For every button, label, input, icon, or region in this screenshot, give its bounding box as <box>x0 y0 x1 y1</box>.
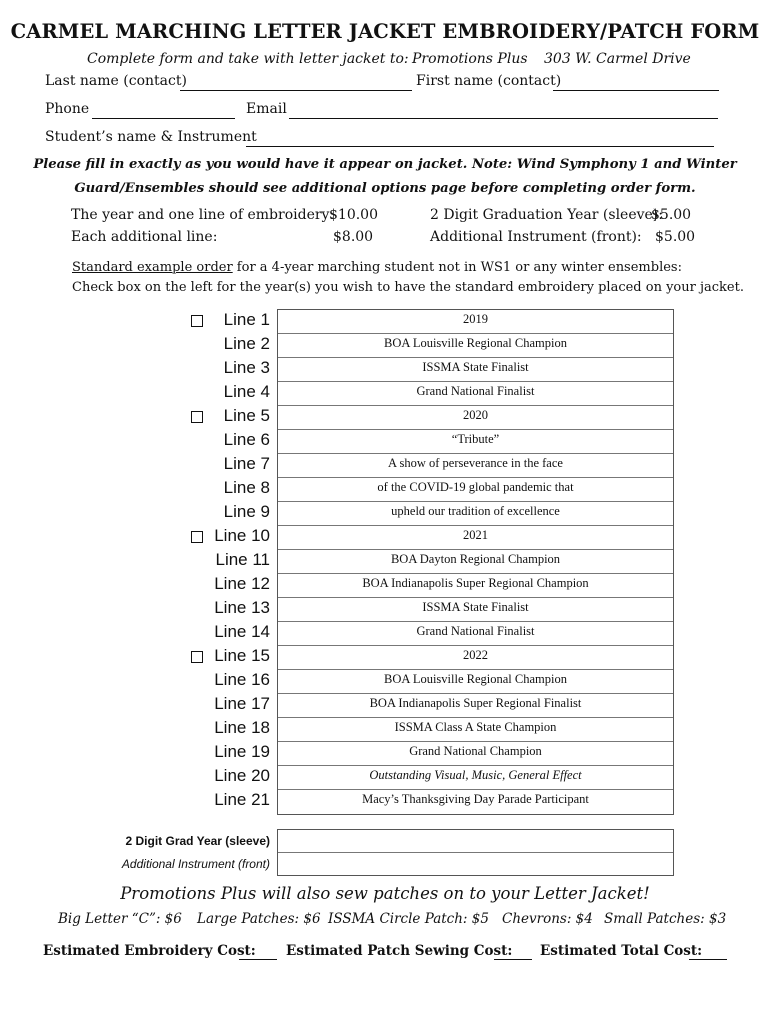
year-line-price: $10.00 <box>329 207 378 223</box>
example-rest: for a 4-year marching student not in WS1 or any winter ensembles: <box>232 260 682 275</box>
instrument-price: $5.00 <box>655 229 696 245</box>
line-label: Line 17 <box>214 694 270 713</box>
line-label: Line 10 <box>214 526 270 545</box>
small-patch-price: Small Patches: $3 <box>604 911 727 927</box>
embroidery-line-cell[interactable]: BOA Dayton Regional Champion <box>278 550 673 574</box>
embroidery-line-cell[interactable]: “Tribute” <box>278 430 673 454</box>
student-label: Student’s name & Instrument <box>45 129 257 145</box>
embroidery-line-cell[interactable]: Grand National Champion <box>278 742 673 766</box>
instructions-intro: Complete form and take with letter jacket to: <box>87 51 409 67</box>
line-label: Line 9 <box>223 502 270 521</box>
grad-year-label: 2 Digit Grad Year (sleeve) <box>125 834 270 848</box>
line-label: Line 8 <box>223 478 270 497</box>
total-cost-field[interactable] <box>689 959 727 960</box>
embroidery-line-cell[interactable]: Grand National Finalist <box>278 622 673 646</box>
embroidery-line-cell[interactable]: BOA Indianapolis Super Regional Finalist <box>278 694 673 718</box>
notice-line-1: Please fill in exactly as you would have it appear on jacket. Note: Wind Symphony 1 and Winter <box>33 157 737 172</box>
embroidery-line-cell[interactable]: A show of perseverance in the face <box>278 454 673 478</box>
line-label: Line 15 <box>214 646 270 665</box>
patch-cost-field[interactable] <box>494 959 532 960</box>
email-field[interactable] <box>289 118 718 119</box>
embroidery-cost-field[interactable] <box>239 959 277 960</box>
line-label: Line 4 <box>223 382 270 401</box>
embroidery-line-cell[interactable]: upheld our tradition of excellence <box>278 502 673 526</box>
year-checkbox[interactable] <box>191 315 203 327</box>
grad-year-price: $5.00 <box>651 207 692 223</box>
phone-label: Phone <box>45 101 90 117</box>
large-patch-price: Large Patches: $6 <box>197 911 321 927</box>
instrument-label: Additional Instrument (front) <box>121 857 270 871</box>
embroidery-cost-label: Estimated Embroidery Cost: <box>43 943 256 959</box>
line-label: Line 18 <box>214 718 270 737</box>
embroidery-line-cell[interactable]: ISSMA State Finalist <box>278 598 673 622</box>
embroidery-line-cell[interactable]: ISSMA State Finalist <box>278 358 673 382</box>
vendor-name: Promotions Plus <box>412 51 528 67</box>
year-checkbox[interactable] <box>191 531 203 543</box>
year-line-label: The year and one line of embroidery: <box>71 207 335 223</box>
line-label: Line 1 <box>223 310 270 329</box>
year-checkbox[interactable] <box>191 411 203 423</box>
line-label: Line 6 <box>223 430 270 449</box>
grad-year-input[interactable] <box>278 830 673 853</box>
last-name-field[interactable] <box>180 90 412 91</box>
first-name-label: First name (contact) <box>416 73 562 89</box>
instrument-input[interactable] <box>278 853 673 875</box>
chevron-price: Chevrons: $4 <box>502 911 593 927</box>
embroidery-line-cell[interactable]: BOA Indianapolis Super Regional Champion <box>278 574 673 598</box>
embroidery-line-cell[interactable]: Macy’s Thanksgiving Day Parade Participant <box>362 792 589 806</box>
embroidery-line-cell[interactable]: 2021 <box>278 526 673 550</box>
example-underlined: Standard example order <box>72 260 233 275</box>
embroidery-line-cell[interactable]: ISSMA Class A State Champion <box>278 718 673 742</box>
first-name-field[interactable] <box>553 90 719 91</box>
line-label: Line 11 <box>215 550 270 569</box>
line-label: Line 21 <box>214 790 270 809</box>
total-cost-label: Estimated Total Cost: <box>540 943 703 959</box>
additional-line-price: $8.00 <box>333 229 374 245</box>
big-letter-price: Big Letter “C”: $6 <box>58 911 182 927</box>
form-title: CARMEL MARCHING LETTER JACKET EMBROIDERY/PATCH FORM <box>10 20 760 43</box>
example-line-2: Check box on the left for the year(s) you wish to have the standard embroidery placed on your jacket. <box>72 280 744 295</box>
embroidery-line-cell[interactable]: BOA Louisville Regional Champion <box>278 670 673 694</box>
email-label: Email <box>246 101 287 117</box>
line-label: Line 12 <box>214 574 270 593</box>
student-field[interactable] <box>246 146 714 147</box>
line-label: Line 7 <box>223 454 270 473</box>
line-label: Line 19 <box>214 742 270 761</box>
embroidery-line-cell[interactable]: 2020 <box>278 406 673 430</box>
line-label: Line 2 <box>223 334 270 353</box>
notice-line-2: Guard/Ensembles should see additional options page before completing order form. <box>74 181 696 196</box>
embroidery-line-cell[interactable]: BOA Louisville Regional Champion <box>278 334 673 358</box>
patches-heading: Promotions Plus will also sew patches on to your Letter Jacket! <box>120 884 650 903</box>
grad-year-price-label: 2 Digit Graduation Year (sleeve): <box>430 207 663 223</box>
issma-patch-price: ISSMA Circle Patch: $5 <box>328 911 489 927</box>
line-label: Line 14 <box>214 622 270 641</box>
vendor-address: 303 W. Carmel Drive <box>544 51 691 67</box>
year-checkbox[interactable] <box>191 651 203 663</box>
line-label: Line 16 <box>214 670 270 689</box>
embroidery-line-cell[interactable]: Grand National Finalist <box>278 382 673 406</box>
embroidery-line-cell[interactable]: 2022 <box>278 646 673 670</box>
patch-cost-label: Estimated Patch Sewing Cost: <box>286 943 513 959</box>
last-name-label: Last name (contact) <box>45 73 187 89</box>
embroidery-line-cell[interactable]: Outstanding Visual, Music, General Effect <box>278 766 673 790</box>
extras-table <box>277 829 674 876</box>
line-label: Line 5 <box>223 406 270 425</box>
embroidery-line-cell[interactable]: of the COVID-19 global pandemic that <box>278 478 673 502</box>
line-label: Line 3 <box>223 358 270 377</box>
phone-field[interactable] <box>92 118 235 119</box>
embroidery-line-cell[interactable]: 2019 <box>278 310 673 334</box>
line-label: Line 20 <box>214 766 270 785</box>
additional-line-label: Each additional line: <box>71 229 218 245</box>
line-label: Line 13 <box>214 598 270 617</box>
embroidery-table <box>277 309 674 815</box>
example-line-1 <box>72 260 682 275</box>
instrument-price-label: Additional Instrument (front): <box>430 229 642 245</box>
